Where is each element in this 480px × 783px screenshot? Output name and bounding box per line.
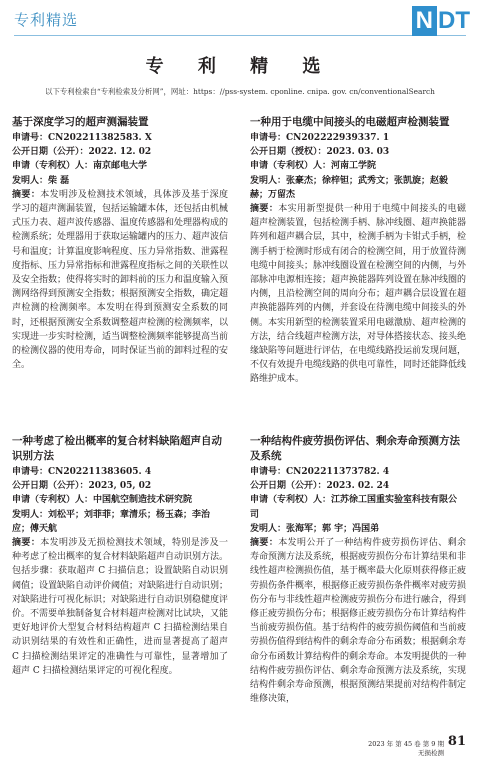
patent-title: 一种考虑了检出概率的复合材料缺陷超声自动识别方法	[12, 435, 222, 462]
inventor-line: 发明人：张海军；郭 宇；冯国弟	[250, 523, 380, 534]
applicant-line: 申请（专利权）人：中国航空制造技术研究院	[12, 495, 193, 506]
inventor-line: 发明人：刘松平；刘菲菲；章清乐；杨玉森；李治应；傅天航	[12, 509, 211, 534]
applicant-line: 申请（专利权）人：江苏徐工国重实验室科技有限公司	[250, 495, 458, 520]
patent-entry	[250, 434, 466, 706]
journal-logo	[412, 6, 470, 36]
date-line: 公开日期（公开）：2022. 12. 02	[12, 147, 152, 158]
page-title: 专 利 精 选	[145, 56, 335, 77]
patent-title: 一种结构件疲劳损伤评估、剩余寿命预测方法及系统	[250, 435, 460, 462]
page-number: 81	[447, 734, 466, 749]
app-no-line: 申请号：CN202211383605. 4	[12, 467, 152, 477]
abstract: 摘要：本实用新型提供一种用于电缆中间接头的电磁超声检测装置，包括检测手柄、脉冲线圈、超声换能器阵列和超声耦合层，其中，检测手柄为卡钳式手柄，检测手柄于检测时形成有闭合的检测空间，用于放置待测电缆中间接头；脉冲线圈设置在检测空间的内侧，与外部脉冲电源相连接；超声换能器阵列设置在脉冲线圈的内侧，且沿检测空间的周向分布；超声耦合层设置在超声换能器阵列的内侧，并套设在待测电缆中间接头的外侧。本实用新型的检测装置采用电磁激励、超声检测的方法，结合线超声检测方法，对导体搭接状态、接头绝缘缺陷等问题进行评估，在电缆线路投运前发现问题，不仅有效提升电缆线路的供电可靠性，同时还能降低线路维护成本。	[250, 204, 467, 385]
patent-title: 基于深度学习的超声测漏装置	[12, 116, 149, 128]
patent-entry	[250, 115, 466, 387]
logo-n: N	[412, 6, 437, 36]
date-line: 公开日期（公开）：2023, 05, 02	[12, 481, 152, 492]
patent-entry	[12, 434, 228, 678]
section-label: 专利精选	[14, 11, 79, 29]
page-subtitle: 以下专利检索自“专利检索及分析网”，网址：https：//pss-system. cponline. cnipa. gov. cn/conventionalSearch	[45, 87, 435, 96]
inventor-line: 发明人：张豪杰；徐梓钽；武秀文；张凯旋；赵毅赫；万留杰	[250, 175, 449, 200]
abstract: 摘要：本发明公开了一种结构件疲劳损伤评估、剩余寿命预测方法及系统，根据疲劳损伤分布计算结果和非线性超声检测损伤值，基于概率最大化原则获得修正疲劳损伤条件概率，根据修正疲劳损伤条件概率对疲劳损伤分布与非线性超声检测疲劳损伤分布进行融合，得到修正疲劳损伤分布；根据修正疲劳损伤分布计算结构件当前疲劳损伤值。基于结构件的疲劳损伤阈值和当前疲劳损伤值得到结构件的剩余寿命分布函数；根据剩余寿命分布函数计算结构件的剩余寿命。本发明提供的一种结构件疲劳损伤评估、剩余寿命预测方法及系统，实现结构件剩余寿命预测，根据预测结果提前对结构件制定维修决策，	[250, 538, 467, 705]
logo-dt: DT	[438, 7, 470, 34]
patent-entry	[12, 115, 228, 372]
app-no-line: 申请号：CN202211382583. X	[12, 133, 152, 143]
date-line: 公开日期（公开）：2023. 02. 24	[250, 481, 390, 492]
issue-info: 2023 年 第 45 卷 第 9 期	[368, 740, 444, 748]
header-rule	[14, 35, 466, 36]
journal-name: 无损检测	[418, 749, 444, 757]
inventor-line: 发明人：柴 磊	[12, 175, 70, 186]
abstract: 摘要：本发明涉及检测技术领域，具体涉及基于深度学习的超声测漏装置，包括运输罐本体，还包括由机械式压力表、超声波传感器、温度传感器和处理器构成的检测系统；处理器用于获取运输罐内的压力、超声波信号和温度；计算温度影响程度、压力异常指数、泄露程度指标、压力异常指标和泄露程度指标之间的关联性以及安全指数；使得将实时的卸料前的压力和温度输入预测网络得到预测安全指数；根据预测安全指数，确定超声检测的检测频率。本发明在得到预测安全系数的同时，还根据预测安全系数调整超声检测的检测频率，以实现进一步实时检测，适当调整检测频率能够提高当前的检测仪器的使用寿命，同时保证当前的卸料过程的安全。	[12, 189, 229, 371]
app-no-line: 申请号：CN202211373782. 4	[250, 467, 390, 477]
applicant-line: 申请（专利权）人：河南工学院	[250, 161, 377, 172]
patent-title: 一种用于电缆中间接头的电磁超声检测装置	[250, 116, 450, 128]
date-line: 公开日期（授权）：2023. 03. 03	[250, 147, 390, 158]
app-no-line: 申请号：CN202222939337. 1	[250, 133, 390, 143]
applicant-line: 申请（专利权）人：南京邮电大学	[12, 161, 148, 172]
abstract: 摘要：本发明涉及无损检测技术领域，特别是涉及一种考虑了检出概率的复合材料缺陷超声自动识别方法。包括步骤：获取超声 C 扫描信息；设置缺陷自动识别阈值；设置缺陷自动评价阈值；对缺陷进行自动识别；对缺陷进行可视化标识；对缺陷进行自动识别稳健度评价。不需要单独制备复合材料超声检测对比试块，又能更好地评价大型复合材料结构超声 C 扫描检测结果自动识别结果的有效性和正确性，进而显著提高了超声 C 扫描检测结果评定的准确性与可靠性，显著增加了超声 C 扫描检测结果评定的可视化程度。	[12, 538, 229, 676]
journal-footer	[368, 740, 444, 758]
top-bar	[0, 0, 480, 42]
